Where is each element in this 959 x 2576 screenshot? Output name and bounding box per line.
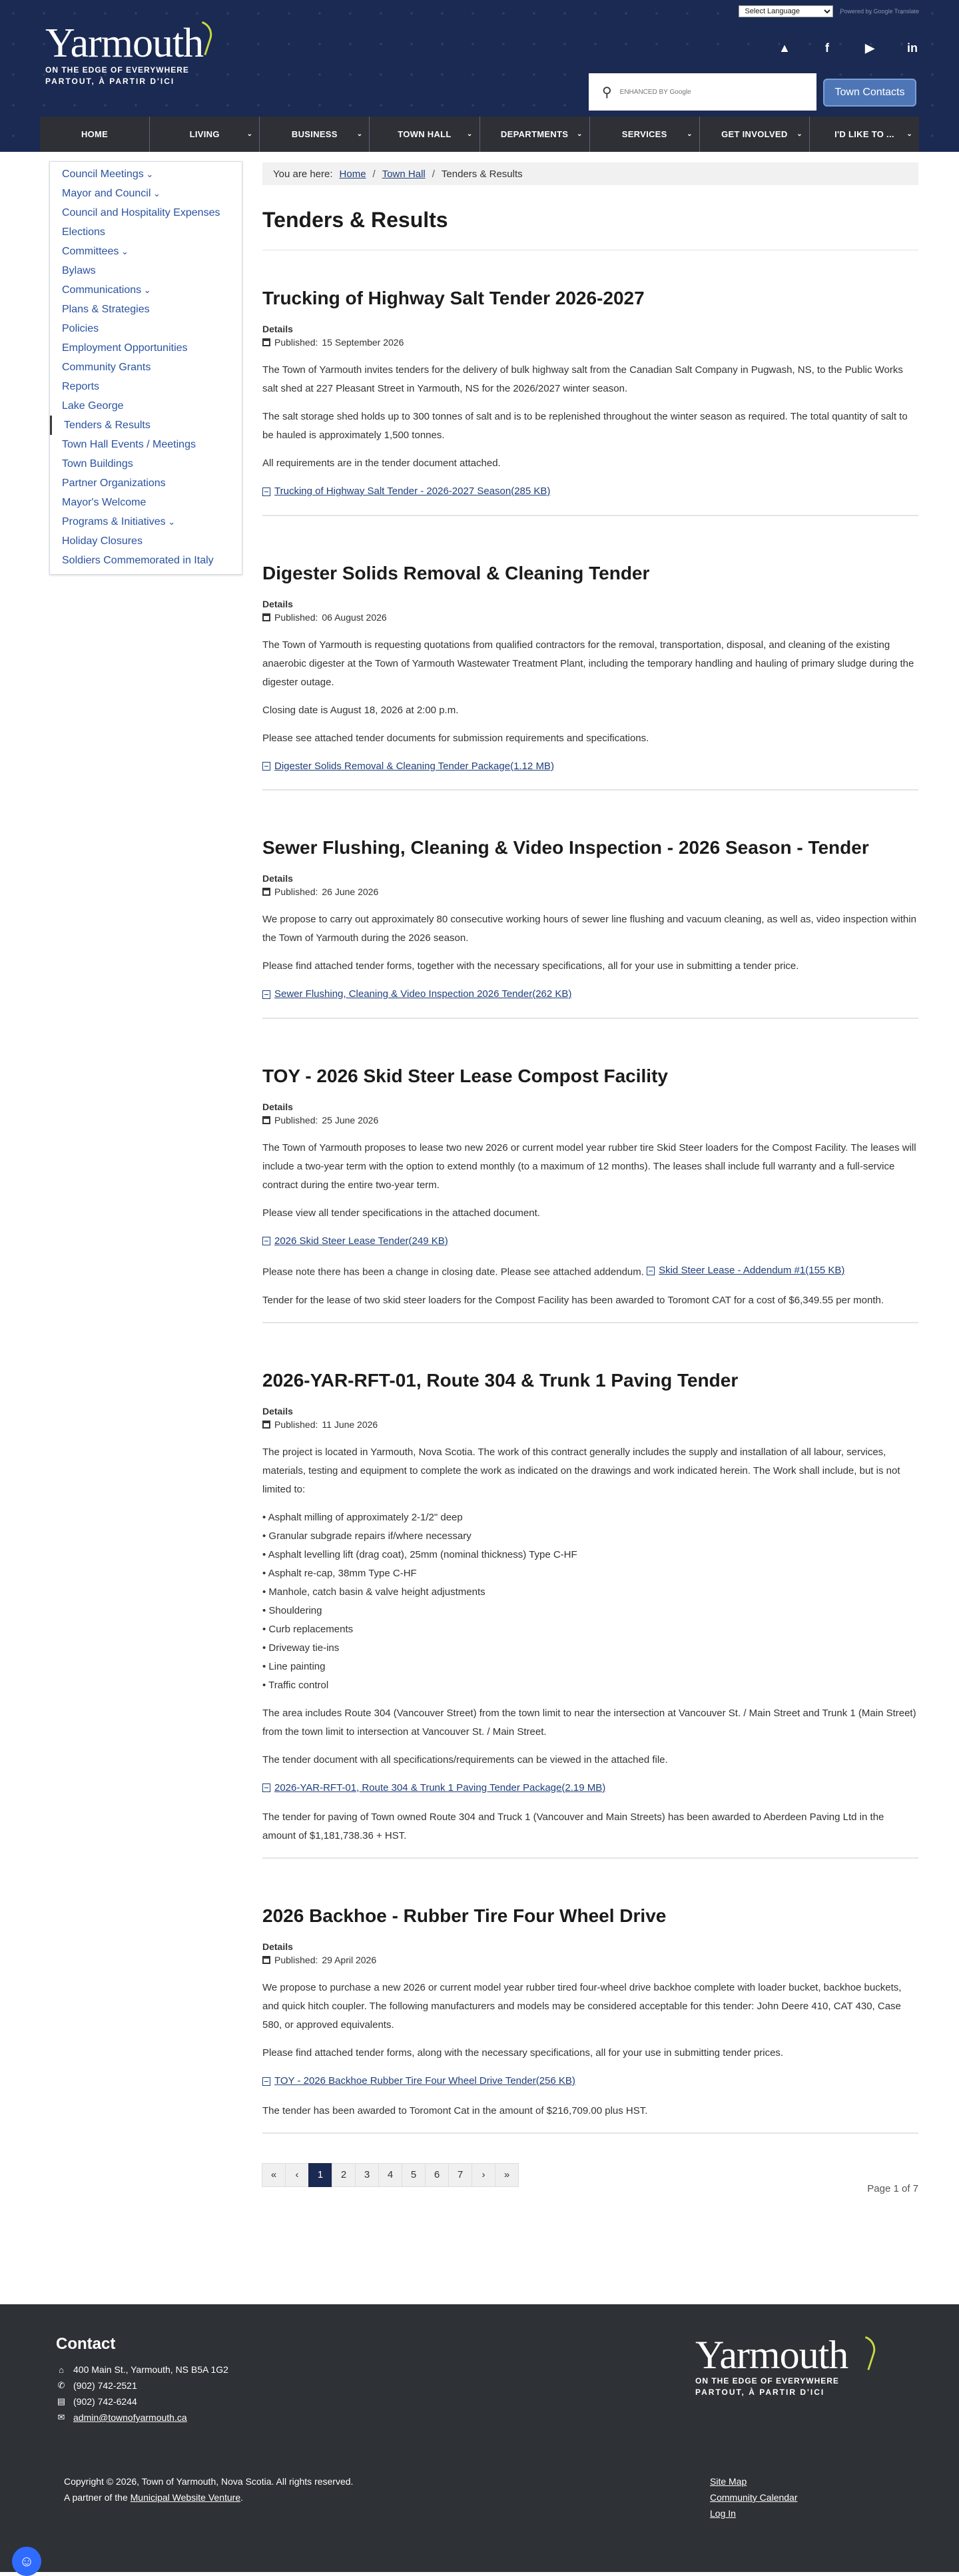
pagination-item-9[interactable]: › bbox=[472, 2163, 495, 2187]
tender-title: Digester Solids Removal & Cleaning Tender bbox=[262, 562, 650, 583]
tender-divider bbox=[262, 789, 918, 791]
chevron-down-icon: ⌄ bbox=[906, 131, 912, 138]
published-value: 06 August 2026 bbox=[322, 611, 387, 623]
file-icon bbox=[262, 762, 270, 771]
sidebar-item-label: Bylaws bbox=[62, 265, 96, 276]
tender-paragraph: Closing date is August 18, 2026 at 2:00 p.m. bbox=[262, 704, 459, 716]
nav-item-label: TOWN HALL bbox=[398, 129, 452, 139]
tender-attachment bbox=[262, 1232, 918, 1253]
published-value: 26 June 2026 bbox=[322, 886, 379, 897]
tender-paragraph: We propose to carry out approximately 80 consecutive working hours of sewer line flushing and vacuum cleaning, as well as, video inspection within the Town of Yarmouth during the 2026 season. bbox=[262, 914, 916, 944]
published-value: 25 June 2026 bbox=[322, 1114, 379, 1126]
sidebar-item-14[interactable] bbox=[50, 435, 242, 454]
sidebar-item-label: Community Grants bbox=[62, 362, 151, 373]
pagination-item-2[interactable]: 1 bbox=[308, 2163, 332, 2187]
language-select[interactable] bbox=[739, 5, 833, 17]
tender-title: Trucking of Highway Salt Tender 2026-2027 bbox=[262, 288, 645, 308]
work-list-item: • Curb replacements bbox=[262, 1623, 354, 1635]
tender-paragraph bbox=[262, 1261, 918, 1282]
tender-paragraph: The project is located in Yarmouth, Nova Scotia. The work of this contract generally includes the supply and installation of all labour, services, materials, testing and equipment to complete the work as indicated on the drawings and work indicated herein. The Work shall include, but is not limited to: bbox=[262, 1446, 900, 1495]
chevron-down-icon: ⌄ bbox=[466, 131, 473, 138]
details-label: Details bbox=[262, 1101, 293, 1112]
footer-link-community-calendar[interactable]: Community Calendar bbox=[710, 2492, 798, 2503]
sidebar-item-5[interactable] bbox=[50, 261, 242, 280]
main-content bbox=[262, 162, 918, 2194]
published-value: 15 September 2026 bbox=[322, 337, 404, 348]
sidebar-item-label: Council and Hospitality Expenses bbox=[62, 207, 220, 218]
calendar-icon bbox=[262, 613, 270, 621]
attachment-label: Sewer Flushing, Cleaning & Video Inspection 2026 Tender(262 KB) bbox=[274, 988, 572, 1000]
pagination-item-6[interactable]: 5 bbox=[402, 2163, 426, 2187]
attachment-label: Digester Solids Removal & Cleaning Tender Package(1.12 MB) bbox=[274, 760, 554, 772]
work-list-item: • Line painting bbox=[262, 1660, 326, 1672]
breadcrumb bbox=[262, 162, 918, 185]
nav-item-6[interactable] bbox=[700, 117, 810, 152]
sidebar-item-label: Lake George bbox=[62, 400, 124, 412]
sidebar-item-15[interactable] bbox=[50, 454, 242, 474]
tender-attachment bbox=[262, 985, 918, 1006]
sidebar-item-label: Elections bbox=[62, 226, 105, 238]
details-label: Details bbox=[262, 324, 293, 334]
nav-item-label: BUSINESS bbox=[291, 129, 338, 139]
nav-item-5[interactable] bbox=[590, 117, 700, 152]
powered-by-google: Powered by Google Translate bbox=[840, 8, 919, 15]
sidebar-item-7[interactable] bbox=[50, 300, 242, 319]
nav-item-0[interactable] bbox=[40, 117, 150, 152]
breadcrumb-separator: / bbox=[372, 168, 376, 180]
sidebar-item-label: Reports bbox=[62, 381, 100, 392]
published-date bbox=[262, 612, 918, 623]
sidebar-item-label: Employment Opportunities bbox=[62, 342, 188, 354]
sidebar-item-label: Council Meetings bbox=[62, 168, 144, 180]
footer-copyright bbox=[64, 2473, 353, 2505]
copyright-text: Copyright © 2026, Town of Yarmouth, Nova Scotia. All rights reserved. bbox=[64, 2476, 354, 2487]
work-list-item: • Asphalt milling of approximately 2-1/2" deep bbox=[262, 1511, 463, 1523]
site-logo[interactable] bbox=[45, 23, 203, 86]
tender-item bbox=[262, 1333, 918, 1869]
main-nav bbox=[40, 117, 919, 152]
chevron-down-icon: ⌄ bbox=[141, 285, 151, 295]
pagination-item-7[interactable]: 6 bbox=[425, 2163, 449, 2187]
attachment-link[interactable] bbox=[647, 1261, 844, 1280]
calendar-icon bbox=[262, 888, 270, 896]
pagination-item-0[interactable]: « bbox=[262, 2163, 286, 2187]
tender-divider bbox=[262, 515, 918, 516]
sidebar-item-label: Mayor's Welcome bbox=[62, 497, 147, 508]
published-value: 11 June 2026 bbox=[322, 1419, 378, 1430]
youtube-icon[interactable]: ▶ bbox=[865, 41, 874, 55]
sidebar-item-19[interactable] bbox=[50, 531, 242, 551]
sidebar-item-13[interactable] bbox=[50, 416, 242, 435]
attachment-link[interactable] bbox=[262, 1232, 448, 1251]
sidebar-item-18[interactable] bbox=[50, 512, 242, 531]
tender-paragraph: The salt storage shed holds up to 300 tonnes of salt and is to be replenished throughout the winter season as required. The total quantity of salt to be hauled is approximately 1,500 tonnes. bbox=[262, 411, 908, 441]
tender-paragraph: The tender has been awarded to Toromont Cat in the amount of $216,709.00 plus HST. bbox=[262, 2104, 648, 2116]
tender-title: Sewer Flushing, Cleaning & Video Inspection - 2026 Season - Tender bbox=[262, 837, 869, 858]
sidebar-item-label: Committees bbox=[62, 246, 119, 257]
work-list bbox=[262, 1508, 918, 1695]
nav-item-label: SERVICES bbox=[621, 129, 667, 139]
attachment-label: TOY - 2026 Backhoe Rubber Tire Four Wheel Drive Tender(256 KB) bbox=[274, 2075, 575, 2087]
tender-paragraph: Tender for the lease of two skid steer loaders for the Compost Facility has been awarded to Toromont CAT for a cost of $6,349.55 per month. bbox=[262, 1294, 884, 1306]
sidebar-item-16[interactable] bbox=[50, 474, 242, 493]
sidebar-item-label: Plans & Strategies bbox=[62, 304, 150, 315]
footer-contact-title: Contact bbox=[56, 2335, 116, 2353]
nav-item-7[interactable] bbox=[810, 117, 919, 152]
site-footer bbox=[0, 2304, 959, 2572]
town-contacts-button[interactable]: Town Contacts bbox=[823, 79, 916, 107]
logo-wordmark: Yarmouth bbox=[45, 21, 204, 66]
tender-divider bbox=[262, 1322, 918, 1323]
nav-item-label: I'D LIKE TO ... bbox=[834, 129, 894, 139]
file-icon bbox=[647, 1267, 655, 1275]
chevron-down-icon: ⌄ bbox=[687, 131, 693, 138]
attachment-label: Skid Steer Lease - Addendum #1(155 KB) bbox=[659, 1265, 845, 1276]
social-links bbox=[778, 41, 919, 55]
nav-item-1[interactable] bbox=[150, 117, 260, 152]
sidebar-nav bbox=[49, 161, 242, 575]
file-icon bbox=[262, 1783, 270, 1792]
translate-bar bbox=[739, 5, 919, 17]
paragraph-text: Please note there has been a change in closing date. Please see attached addendum. bbox=[262, 1266, 644, 1278]
tender-divider bbox=[262, 1018, 918, 1019]
sidebar-item-2[interactable] bbox=[50, 203, 242, 222]
sidebar-item-3[interactable] bbox=[50, 222, 242, 242]
file-icon bbox=[262, 1237, 270, 1245]
details-label: Details bbox=[262, 598, 293, 609]
footer-logo-leaf-icon bbox=[856, 2336, 878, 2370]
file-icon bbox=[262, 487, 270, 496]
sidebar-item-1[interactable] bbox=[50, 184, 242, 203]
tender-list bbox=[262, 250, 918, 2143]
breadcrumb-prefix: You are here: bbox=[273, 168, 333, 180]
nav-item-4[interactable] bbox=[480, 117, 590, 152]
sidebar-item-label: Mayor and Council bbox=[62, 188, 151, 199]
sidebar-item-label: Soldiers Commemorated in Italy bbox=[62, 555, 214, 566]
logo-tagline-en: ON THE EDGE OF EVERYWHERE bbox=[45, 65, 189, 75]
tender-paragraph: The area includes Route 304 (Vancouver Street) from the town limit to near the intersection at Vancouver St. / Main Street and Trunk 1 (Main Street) from the town limit to intersection at Vancouver St. / Main Street. bbox=[262, 1707, 916, 1738]
breadcrumb-separator: / bbox=[432, 168, 435, 180]
calendar-icon bbox=[262, 1956, 270, 1964]
sidebar-item-label: Partner Organizations bbox=[62, 478, 166, 489]
published-prefix: Published: bbox=[274, 1419, 318, 1430]
pagination-item-8[interactable]: 7 bbox=[448, 2163, 472, 2187]
work-list-item: • Traffic control bbox=[262, 1679, 329, 1691]
footer-logo-wordmark: Yarmouth bbox=[695, 2333, 848, 2377]
tender-paragraph: The Town of Yarmouth invites tenders for the delivery of bulk highway salt from the Canadian Salt Company in Pugwash, NS, to the Public Works salt shed at 227 Pleasant Street in Yarmouth, NS for the 2026/2027 winter season. bbox=[262, 364, 903, 394]
footer-contact-list bbox=[56, 2362, 228, 2425]
footer-logo-tagline-fr: PARTOUT, À PARTIR D'ICI bbox=[695, 2388, 825, 2397]
sidebar-item-17[interactable] bbox=[50, 493, 242, 512]
sidebar-item-label: Town Buildings bbox=[62, 458, 133, 470]
details-label: Details bbox=[262, 873, 293, 884]
tender-paragraph: We propose to purchase a new 2026 or current model year rubber tired four-wheel drive backhoe complete with loader bucket, backhoe buckets, and quick hitch coupler. The following manufacturers and models may be considered acceptable for this tender: John Deere 410, CAT 430, Case 580, or approved equivalents. bbox=[262, 1982, 902, 2031]
partner-suffix: . bbox=[240, 2492, 244, 2503]
pagination-item-5[interactable]: 4 bbox=[378, 2163, 402, 2187]
phone-icon: ✆ bbox=[57, 2380, 65, 2390]
sidebar-item-label: Communications bbox=[62, 284, 142, 296]
tender-paragraph: The tender document with all specifications/requirements can be viewed in the attached file. bbox=[262, 1754, 668, 1766]
tender-paragraph: The tender for paving of Town owned Route 304 and Truck 1 (Vancouver and Main Streets) has been awarded to Aberdeen Paving Ltd in the amount of $1,181,738.36 + HST. bbox=[262, 1811, 884, 1841]
calendar-icon bbox=[262, 1421, 270, 1429]
facebook-icon[interactable]: f bbox=[825, 41, 829, 55]
search-input[interactable] bbox=[619, 88, 795, 97]
work-list-item: • Manhole, catch basin & valve height adjustments bbox=[262, 1586, 485, 1598]
work-list-item: • Shouldering bbox=[262, 1604, 322, 1616]
tender-paragraph: Please see attached tender documents for submission requirements and specifications. bbox=[262, 732, 649, 744]
nav-item-label: LIVING bbox=[189, 129, 220, 139]
footer-logo-tagline-en: ON THE EDGE OF EVERYWHERE bbox=[695, 2376, 839, 2386]
tender-item bbox=[262, 800, 918, 1028]
tender-paragraph: The Town of Yarmouth is requesting quotations from qualified contractors for the removal, transportation, disposal, and cleaning of the existing anaerobic digester at the Town of Yarmouth Wastewater Treatment Plant, including the temporary handling and hauling of primary sludge during the digester outage. bbox=[262, 639, 914, 688]
attachment-link[interactable] bbox=[262, 1779, 605, 1797]
search-icon[interactable]: ⚲ bbox=[602, 85, 612, 100]
fax-icon: ▤ bbox=[57, 2396, 66, 2406]
chevron-down-icon: ⌄ bbox=[143, 169, 154, 179]
partner-prefix: A partner of the bbox=[64, 2492, 128, 2503]
nav-item-label: DEPARTMENTS bbox=[500, 129, 569, 139]
tender-divider bbox=[262, 1857, 918, 1859]
linkedin-icon[interactable]: in bbox=[907, 41, 918, 55]
file-icon bbox=[262, 2077, 270, 2086]
tender-title: TOY - 2026 Skid Steer Lease Compost Facility bbox=[262, 1065, 668, 1086]
tender-item bbox=[262, 250, 918, 525]
chevron-down-icon: ⌄ bbox=[151, 188, 160, 198]
tender-item bbox=[262, 1028, 918, 1333]
published-date bbox=[262, 1115, 918, 1126]
sidebar-item-label: Town Hall Events / Meetings bbox=[62, 439, 196, 450]
work-list-item: • Asphalt re-cap, 38mm Type C-HF bbox=[262, 1567, 417, 1579]
footer-address: 400 Main St., Yarmouth, NS B5A 1G2 bbox=[73, 2364, 228, 2375]
footer-phone: (902) 742-2521 bbox=[73, 2380, 137, 2391]
details-label: Details bbox=[262, 1941, 293, 1952]
published-prefix: Published: bbox=[274, 1114, 318, 1126]
chevron-down-icon: ⌄ bbox=[165, 517, 176, 527]
pagination-item-1[interactable]: ‹ bbox=[285, 2163, 309, 2187]
sidebar-item-4[interactable] bbox=[50, 242, 242, 261]
published-value: 29 April 2026 bbox=[322, 1955, 377, 1965]
page-count: Page 1 of 7 bbox=[867, 2182, 918, 2194]
tender-paragraph: Please find attached tender forms, together with the necessary specifications, all for your use in submitting a tender price. bbox=[262, 960, 799, 972]
search-box[interactable] bbox=[589, 73, 816, 111]
pagination-item-3[interactable]: 2 bbox=[332, 2163, 356, 2187]
chevron-down-icon: ⌄ bbox=[797, 131, 802, 138]
sidebar-item-20[interactable] bbox=[50, 551, 242, 570]
site-header bbox=[0, 0, 959, 152]
attachment-link[interactable] bbox=[262, 757, 554, 776]
partner-link[interactable]: Municipal Website Venture bbox=[130, 2492, 241, 2503]
email-icon: ✉ bbox=[57, 2412, 65, 2422]
sidebar-item-label: Policies bbox=[62, 323, 99, 334]
sidebar-item-10[interactable] bbox=[50, 358, 242, 377]
hootsuite-icon[interactable]: ▲ bbox=[779, 41, 791, 55]
work-list-item: • Granular subgrade repairs if/where necessary bbox=[262, 1530, 472, 1542]
details-label: Details bbox=[262, 1405, 293, 1417]
published-prefix: Published: bbox=[274, 337, 318, 348]
tender-paragraph: Please find attached tender forms, along with the necessary specifications, all for your use in submitting tender prices. bbox=[262, 2047, 784, 2059]
published-prefix: Published: bbox=[274, 611, 318, 623]
sidebar-item-12[interactable] bbox=[50, 396, 242, 416]
tender-paragraph: All requirements are in the tender document attached. bbox=[262, 458, 501, 469]
chevron-down-icon: ⌄ bbox=[356, 131, 363, 138]
logo-tagline-fr: PARTOUT, À PARTIR D'ICI bbox=[45, 77, 175, 86]
breadcrumb-home[interactable]: Home bbox=[339, 168, 366, 180]
chevron-down-icon: ⌄ bbox=[246, 131, 253, 138]
footer-fax: (902) 742-6244 bbox=[73, 2396, 137, 2407]
tender-title: 2026 Backhoe - Rubber Tire Four Wheel Drive bbox=[262, 1905, 667, 1926]
work-list-item: • Driveway tie-ins bbox=[262, 1642, 340, 1654]
footer-links bbox=[710, 2473, 798, 2521]
tender-item bbox=[262, 525, 918, 801]
tender-item bbox=[262, 1868, 918, 2143]
sidebar-item-9[interactable] bbox=[50, 338, 242, 358]
nav-item-label: GET INVOLVED bbox=[721, 129, 788, 139]
published-date bbox=[262, 337, 918, 348]
calendar-icon bbox=[262, 338, 270, 346]
tender-attachment bbox=[262, 482, 918, 503]
tender-title: 2026-YAR-RFT-01, Route 304 & Trunk 1 Paving Tender bbox=[262, 1369, 739, 1391]
sidebar-item-6[interactable] bbox=[50, 280, 242, 300]
published-date bbox=[262, 886, 918, 897]
attachment-label: 2026-YAR-RFT-01, Route 304 & Trunk 1 Paving Tender Package(2.19 MB) bbox=[274, 1781, 606, 1793]
nav-item-label: HOME bbox=[81, 129, 109, 139]
attachment-link[interactable] bbox=[262, 2072, 575, 2091]
tender-paragraph: The Town of Yarmouth proposes to lease two new 2026 or current model year rubber tire Skid Steer loaders for the Compost Facility. The leases will include a two-year term with the option to extend monthly (to a maximum of 12 months). The leases shall include full warranty and a full-service contract during the entire two-year term. bbox=[262, 1141, 916, 1191]
footer-link-site-map[interactable]: Site Map bbox=[710, 2476, 747, 2487]
sidebar-item-label: Holiday Closures bbox=[62, 535, 143, 547]
breadcrumb-town-hall[interactable]: Town Hall bbox=[382, 168, 426, 180]
sidebar-item-11[interactable] bbox=[50, 377, 242, 396]
nav-item-3[interactable] bbox=[370, 117, 480, 152]
pagination-item-4[interactable]: 3 bbox=[355, 2163, 379, 2187]
breadcrumb-current: Tenders & Results bbox=[441, 168, 523, 180]
published-date bbox=[262, 1419, 918, 1430]
tender-attachment bbox=[262, 1779, 918, 1799]
sidebar-item-8[interactable] bbox=[50, 319, 242, 338]
tender-paragraph: Please view all tender specifications in the attached document. bbox=[262, 1207, 540, 1219]
footer-email-link[interactable]: admin@townofyarmouth.ca bbox=[73, 2412, 187, 2423]
nav-item-2[interactable] bbox=[260, 117, 370, 152]
published-prefix: Published: bbox=[274, 1955, 318, 1965]
attachment-link[interactable] bbox=[262, 985, 571, 1004]
tender-divider bbox=[262, 2132, 918, 2134]
attachment-link[interactable] bbox=[262, 482, 550, 501]
accessibility-icon[interactable]: ☺ bbox=[12, 2547, 41, 2576]
calendar-icon bbox=[262, 1116, 270, 1124]
work-list-item: • Asphalt levelling lift (drag coat), 25mm (nominal thickness) Type C-HF bbox=[262, 1548, 577, 1560]
footer-link-log-in[interactable]: Log In bbox=[710, 2508, 736, 2519]
file-icon bbox=[262, 990, 270, 999]
sidebar-item-0[interactable] bbox=[50, 164, 242, 184]
attachment-label: Trucking of Highway Salt Tender - 2026-2027 Season(285 KB) bbox=[274, 485, 551, 497]
attachment-label: 2026 Skid Steer Lease Tender(249 KB) bbox=[274, 1235, 448, 1247]
published-prefix: Published: bbox=[274, 886, 318, 897]
tender-attachment bbox=[262, 2072, 918, 2093]
tender-attachment bbox=[262, 757, 918, 778]
pagination-item-10[interactable]: » bbox=[495, 2163, 519, 2187]
sidebar-item-label: Programs & Initiatives bbox=[62, 516, 166, 527]
sidebar-item-label: Tenders & Results bbox=[64, 420, 151, 431]
home-icon: ⌂ bbox=[59, 2364, 64, 2375]
chevron-down-icon: ⌄ bbox=[119, 246, 129, 256]
footer-logo bbox=[695, 2335, 848, 2397]
chevron-down-icon: ⌄ bbox=[576, 131, 583, 138]
page-title: Tenders & Results bbox=[262, 208, 448, 232]
published-date bbox=[262, 1955, 918, 1965]
